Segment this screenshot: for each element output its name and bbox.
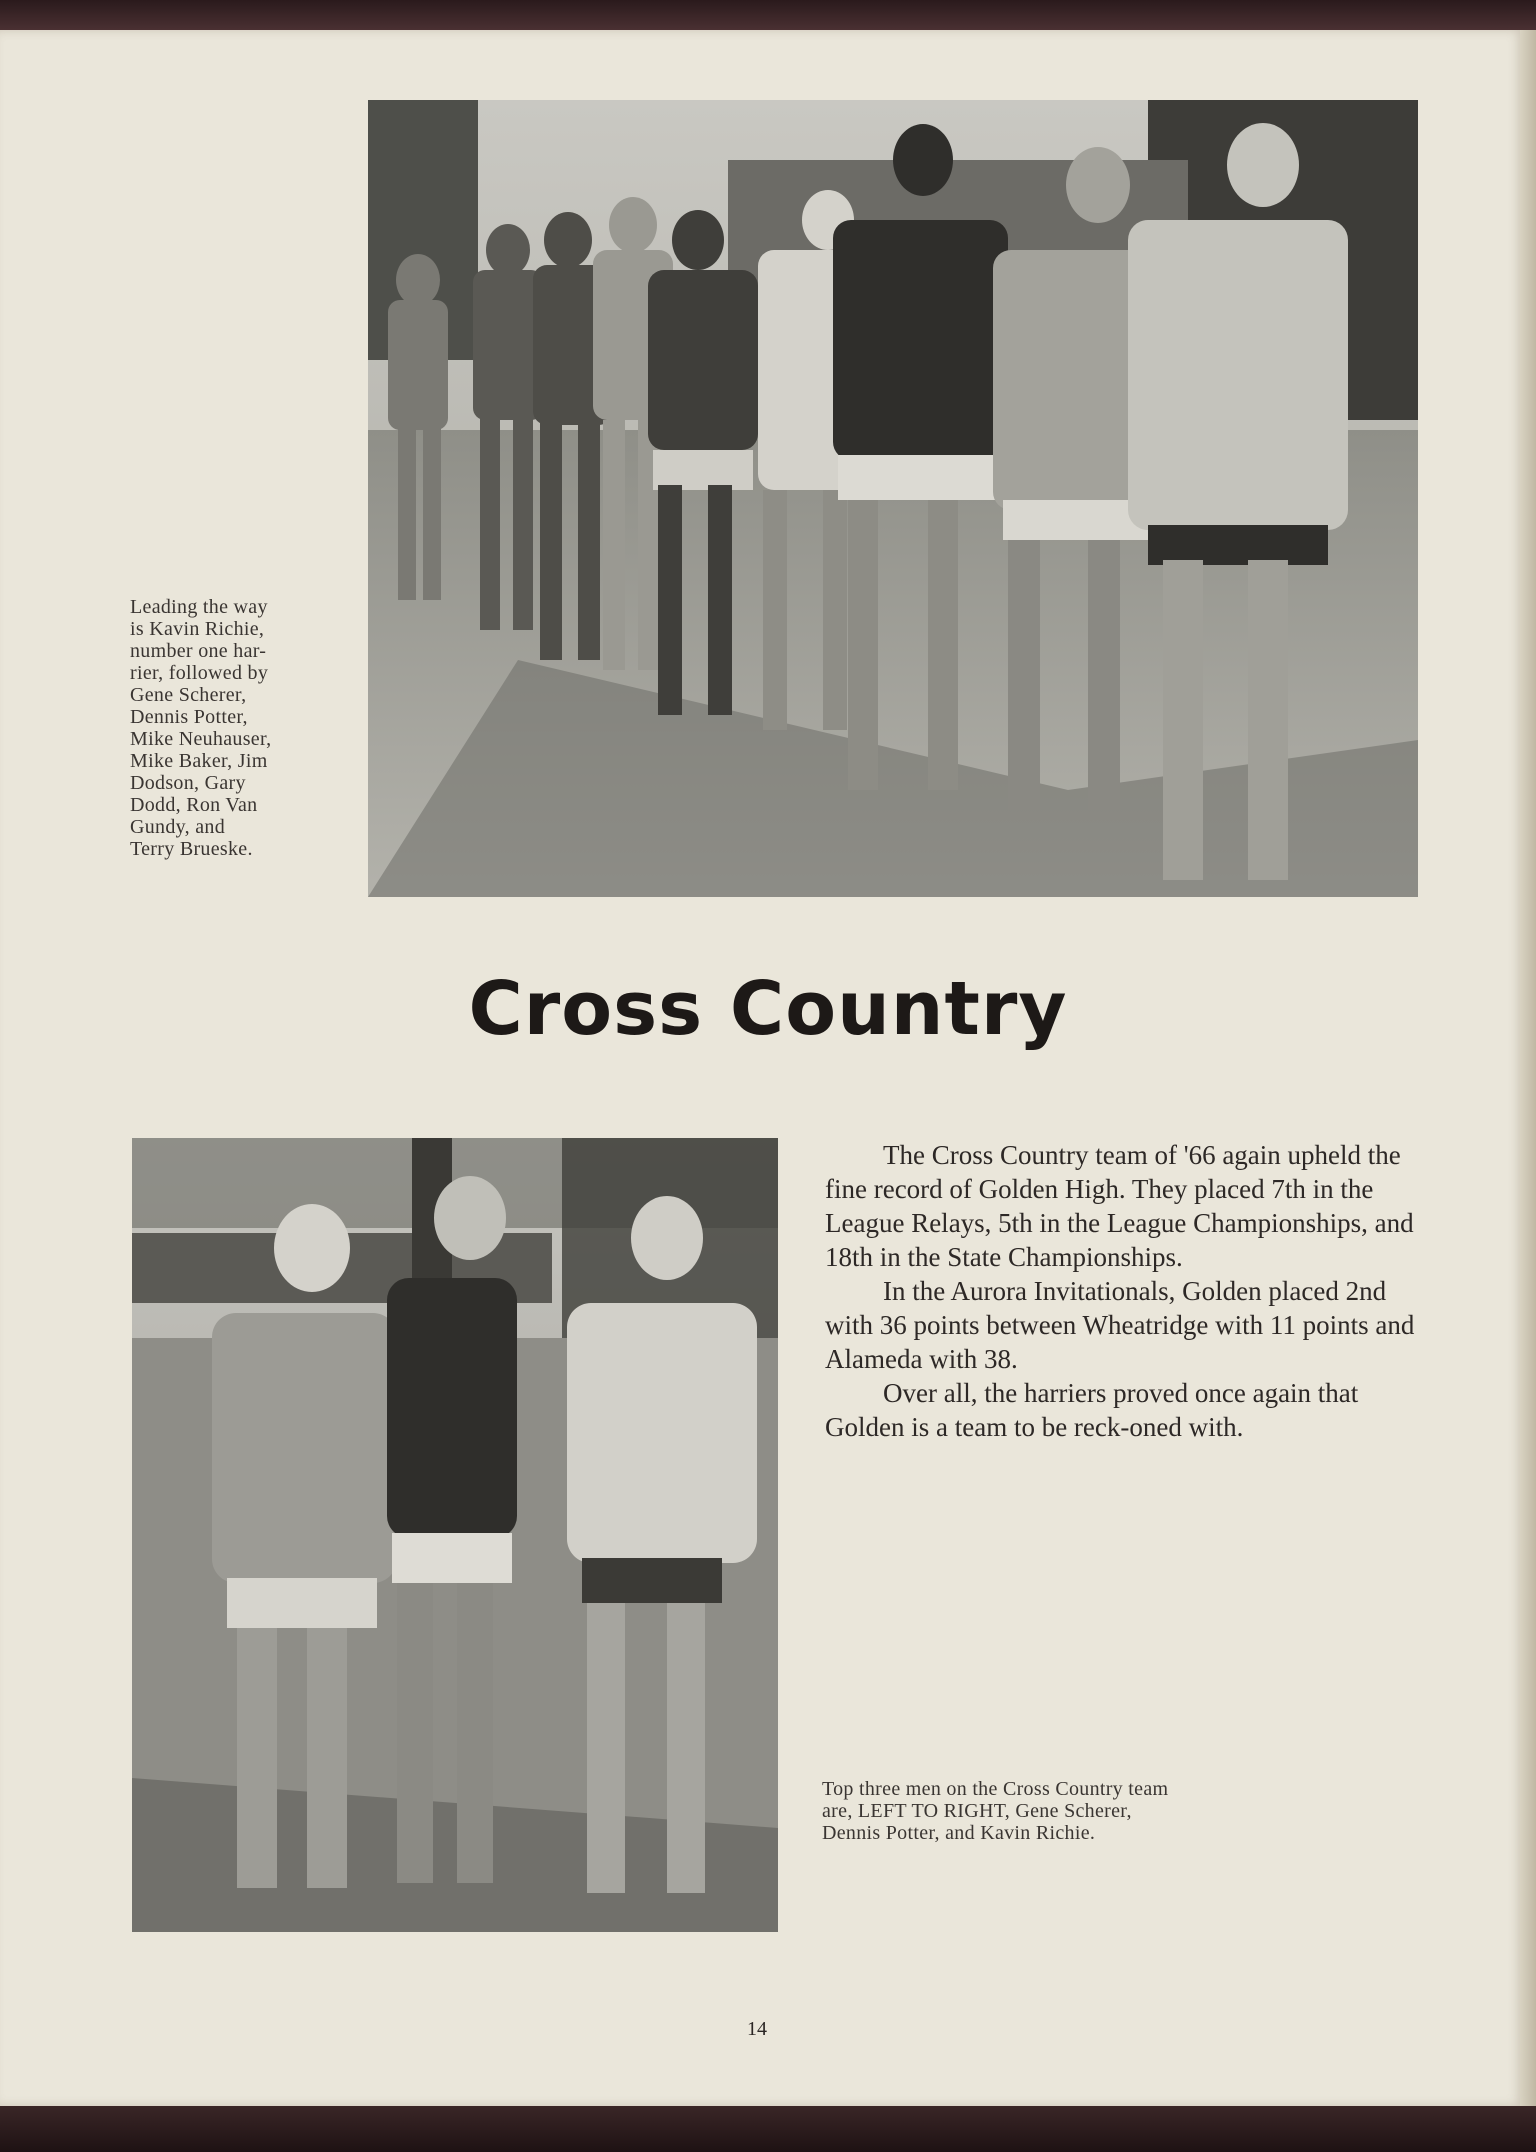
page-edge — [1520, 30, 1536, 2106]
photo-caption-top: Leading the way is Kavin Richie, number one har- rier, followed by Gene Scherer, Dennis Potter, Mike Neuhauser, Mike Baker, Jim Dodson, Gary Dodd, Ron Van Gundy, and Terry Brueske. — [130, 596, 272, 860]
three-runners-photo — [132, 1138, 778, 1932]
page-number: 14 — [747, 2018, 767, 2040]
top-binding-border — [0, 0, 1536, 30]
team-running-photo — [368, 100, 1418, 897]
article-body — [825, 1138, 1435, 1444]
body-paragraph-1: The Cross Country team of '66 again upheld the fine record of Golden High. They placed 7th in the League Relays, 5th in the League Championships, and 18th in the State Championships. — [825, 1140, 1414, 1272]
body-paragraph-3: Over all, the harriers proved once again that Golden is a team to be reck-oned with. — [825, 1378, 1359, 1442]
bottom-binding-border — [0, 2106, 1536, 2152]
body-paragraph-2: In the Aurora Invitationals, Golden placed 2nd with 36 points between Wheatridge with 11 points and Alameda with 38. — [825, 1276, 1415, 1374]
page-title: Cross Country — [468, 966, 1068, 1052]
photo-caption-bottom: Top three men on the Cross Country team are, LEFT TO RIGHT, Gene Scherer, Dennis Potter, and Kavin Richie. — [822, 1778, 1169, 1844]
